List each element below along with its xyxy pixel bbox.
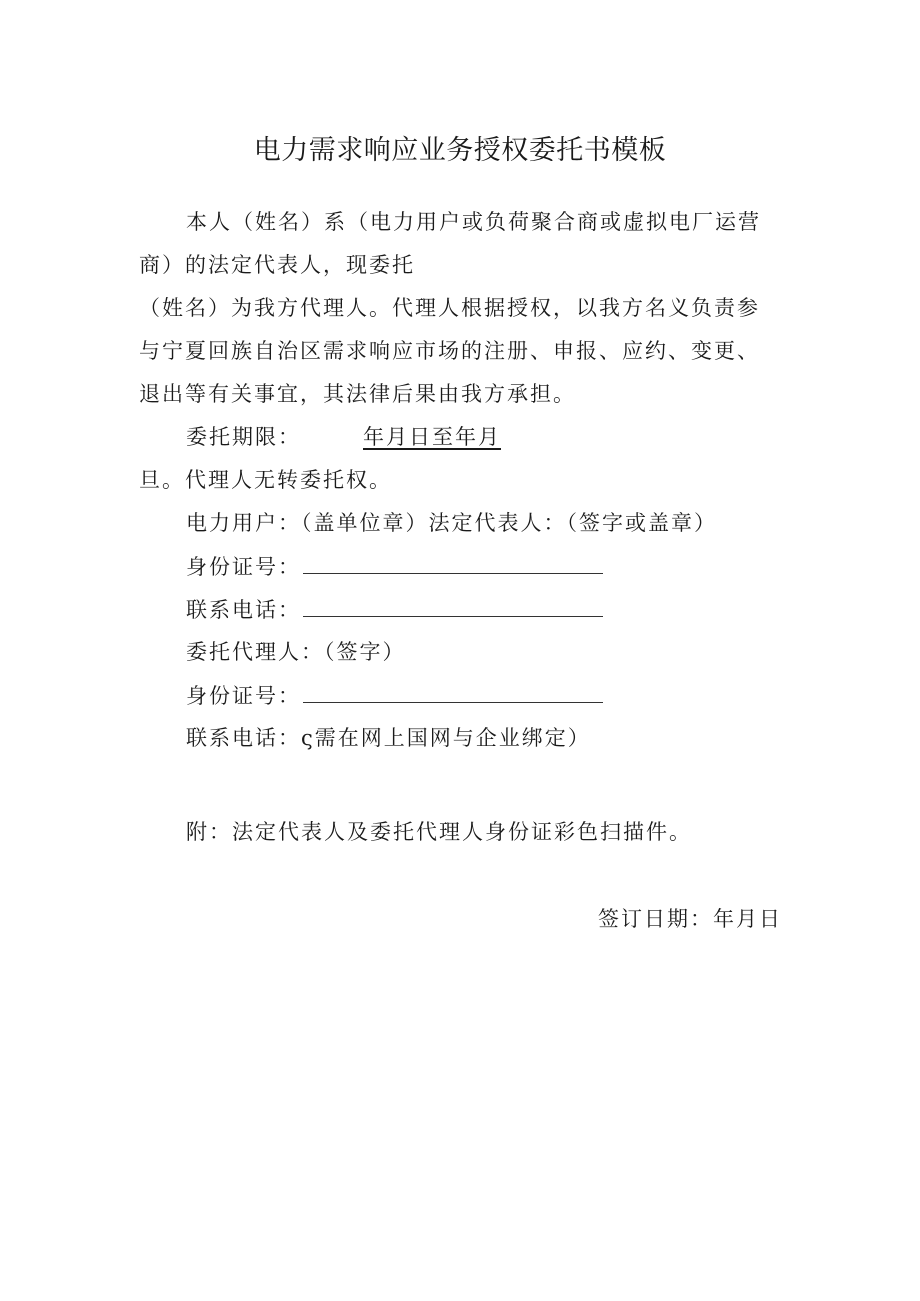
id-number-label-1: 身份证号： [186,555,301,579]
document-title: 电力需求响应业务授权委托书模板 [253,135,667,166]
phone-line-1 [186,594,603,625]
phone-blank-1 [303,594,603,617]
id-number-blank-1 [303,551,603,574]
paragraph-line-3: （姓名）为我方代理人。代理人根据授权，以我方名义负责参 [139,296,760,320]
phone-label-1: 联系电话： [186,598,301,622]
id-number-label-2: 身份证号： [186,684,301,708]
agent-signature-line: 委托代理人：（签字） [186,640,406,664]
term-date-range: 年月日至年月 [363,425,501,449]
term-line [186,422,501,452]
paragraph-line-1: 本人（姓名）系（电力用户或负荷聚合商或虚拟电厂运营 [186,210,761,234]
paragraph-line-4: 与宁夏回族自治区需求响应市场的注册、申报、应约、变更、 [139,339,760,363]
paragraph-line-2: 商）的法定代表人，现委托 [139,253,415,277]
user-signature-line: 电力用户：（盖单位章）法定代表人：（签字或盖章） [186,511,717,535]
attachment-note: 附：法定代表人及委托代理人身份证彩色扫描件。 [186,820,692,844]
term-continuation: 旦。代理人无转委托权。 [139,468,392,492]
signing-date: 签订日期：年月日 [598,907,782,931]
id-number-blank-2 [303,680,603,703]
id-number-line-1 [186,551,603,582]
id-number-line-2 [186,680,603,711]
term-label: 委托期限： [186,425,301,449]
paragraph-line-5: 退出等有关事宜，其法律后果由我方承担。 [139,382,576,406]
phone-line-2: 联系电话：ς需在网上国网与企业绑定） [186,726,591,750]
